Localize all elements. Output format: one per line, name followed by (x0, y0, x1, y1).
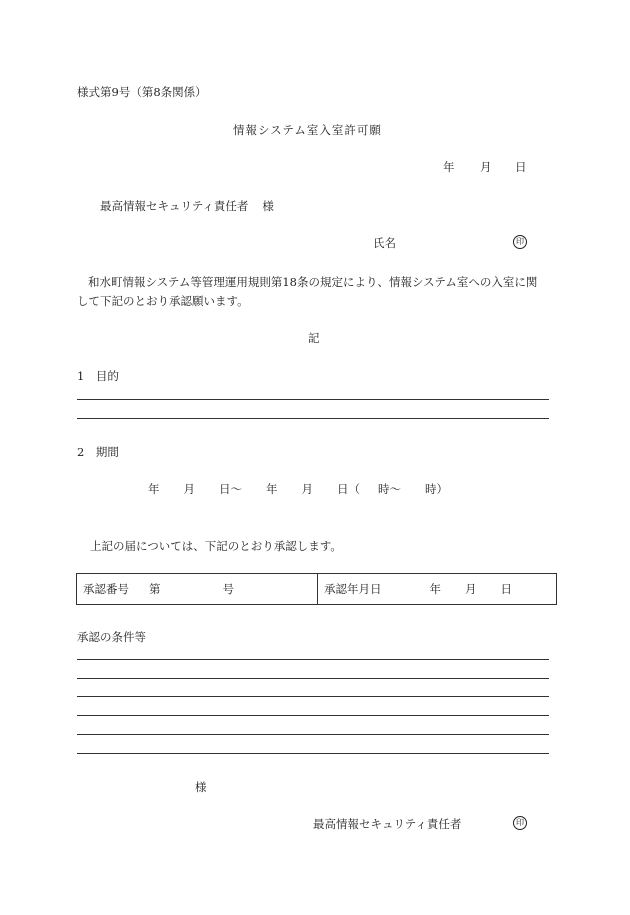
conditions-line-5[interactable] (77, 734, 549, 735)
period-year-1: 年 (148, 482, 160, 496)
approval-number-label: 承認番号 (83, 582, 129, 596)
period-line (148, 481, 448, 497)
approval-date-cell (318, 574, 557, 605)
conditions-line-6[interactable] (77, 753, 549, 754)
period-hour-1: 時～ (378, 482, 401, 496)
period-day-2: 日（ (337, 482, 360, 496)
approver-name: 最高情報セキュリティ責任者 (313, 817, 462, 831)
addressee-name: 最高情報セキュリティ責任者 (100, 199, 249, 213)
conditions-line-2[interactable] (77, 678, 549, 679)
approval-day: 日 (500, 582, 512, 596)
body-text-line-1: 和水町情報システム等管理運用規則第18条の規定により、情報システム室への入室に関 (88, 275, 538, 289)
approval-dai: 第 (149, 582, 161, 596)
conditions-line-1[interactable] (77, 659, 549, 660)
section-purpose-label: 1 目的 (77, 369, 119, 383)
purpose-line-2[interactable] (77, 418, 549, 419)
addressee (100, 198, 274, 214)
form-number: 様式第9号（第8条関係） (77, 85, 207, 99)
applicant-seal-icon: 印 (513, 235, 527, 249)
ki-heading: 記 (308, 331, 320, 345)
approval-year: 年 (429, 582, 441, 596)
conditions-line-3[interactable] (77, 696, 549, 697)
applicant-name-label: 氏名 (373, 236, 396, 250)
period-month-1: 月 (183, 482, 195, 496)
recipient-honorific: 様 (195, 780, 207, 794)
approver-seal-icon: 印 (513, 816, 527, 830)
period-hour-2: 時） (425, 482, 448, 496)
period-day-1: 日～ (219, 482, 242, 496)
approval-table (76, 573, 557, 605)
approval-intro: 上記の届については、下記のとおり承認します。 (90, 539, 342, 553)
approval-number-cell (77, 574, 318, 605)
approval-date-label: 承認年月日 (324, 582, 382, 596)
approval-month: 月 (465, 582, 477, 596)
period-year-2: 年 (266, 482, 278, 496)
conditions-line-4[interactable] (77, 715, 549, 716)
body-text-line-2: して下記のとおり承認願います。 (77, 294, 249, 308)
section-period-label: 2 期間 (77, 445, 119, 459)
period-month-2: 月 (301, 482, 313, 496)
approval-go: 号 (222, 582, 234, 596)
date-day-label: 日 (515, 160, 527, 174)
addressee-honorific: 様 (262, 199, 274, 213)
date-year-label: 年 (443, 160, 455, 174)
purpose-line-1[interactable] (77, 399, 549, 400)
date-month-label: 月 (480, 160, 492, 174)
page-title: 情報システム室入室許可願 (233, 123, 382, 137)
conditions-label: 承認の条件等 (77, 630, 146, 644)
